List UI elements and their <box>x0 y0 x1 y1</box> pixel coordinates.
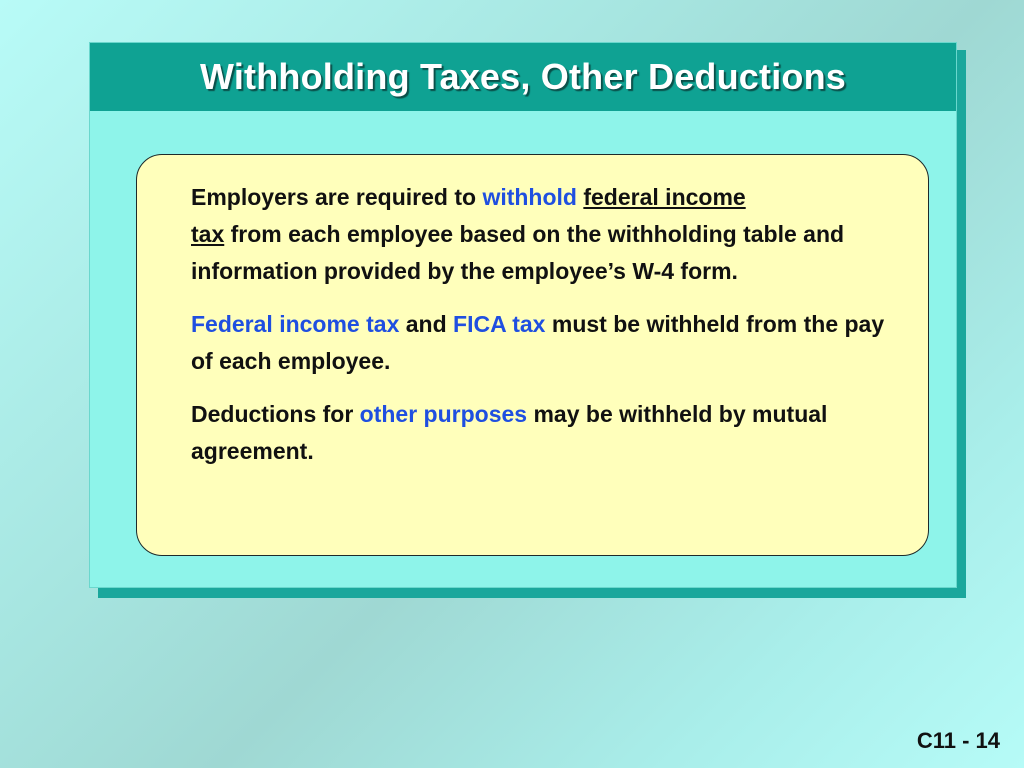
paragraph-fica <box>191 306 891 380</box>
paragraph-other-deductions <box>191 396 891 470</box>
paragraph-1-text-start: Employers are required to <box>191 184 483 210</box>
content-text <box>191 179 891 486</box>
highlight-fica-tax: FICA tax <box>453 311 546 337</box>
paragraph-2-text-and: and <box>399 311 454 337</box>
underlined-tax: tax <box>191 221 225 247</box>
content-box <box>136 154 929 556</box>
paragraph-3-text-start: Deductions for <box>191 401 360 427</box>
paragraph-3-text-end: may be withheld by mutual agreement. <box>191 401 828 464</box>
title-bar <box>90 43 956 111</box>
paragraph-1-text-end: from each employee based on the withholding table and information provided by the employee’s W-4 form. <box>191 221 845 284</box>
slide-title: Withholding Taxes, Other Deductions <box>199 56 847 97</box>
highlight-withhold: withhold <box>482 184 577 210</box>
slide-number: C11 - 14 <box>916 728 1000 753</box>
highlight-other-purposes: other purposes <box>359 401 528 427</box>
slide-panel <box>89 42 957 588</box>
highlight-federal-income-tax: Federal income tax <box>191 311 400 337</box>
underlined-federal-income: federal income <box>583 184 746 210</box>
paragraph-2-text-end: must be withheld from the pay of each employee. <box>191 311 885 374</box>
paragraph-withholding-requirement <box>191 179 891 290</box>
